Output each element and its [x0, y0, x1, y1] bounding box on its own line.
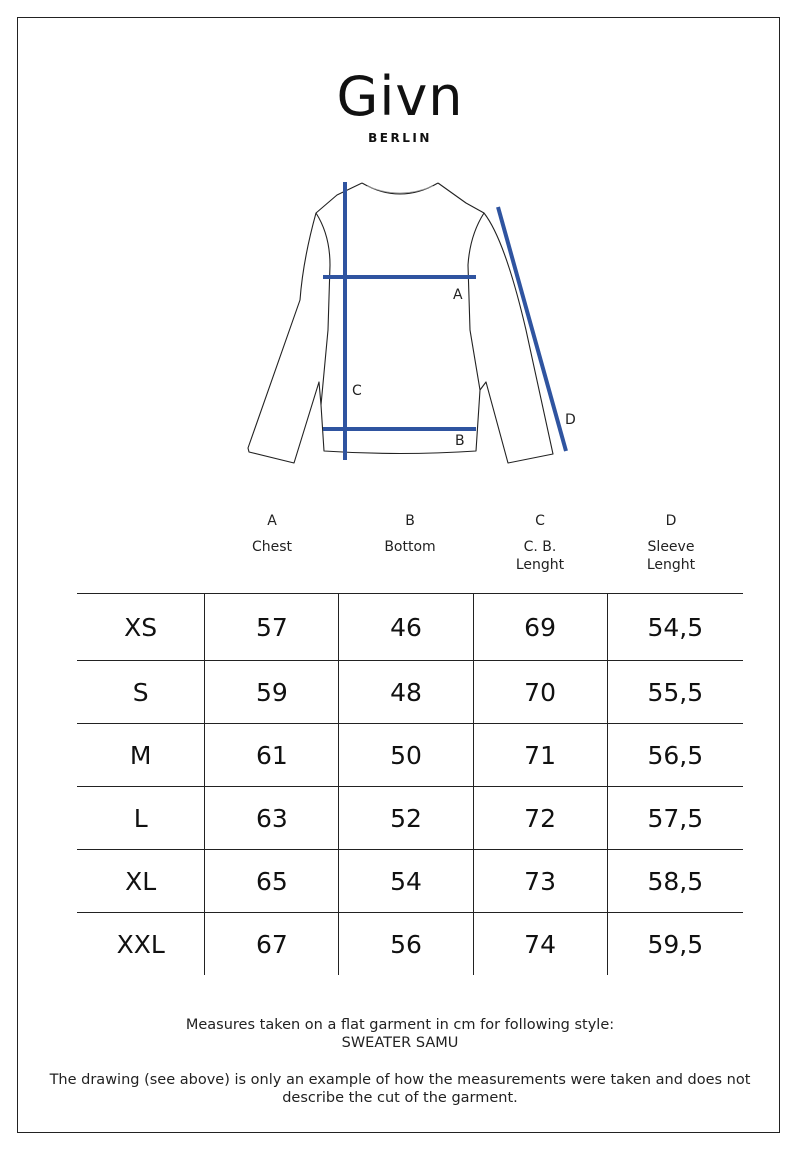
measure-label-b: B — [455, 433, 465, 449]
table-row — [77, 787, 743, 850]
column-letter: B — [405, 513, 415, 529]
table-row — [77, 594, 743, 661]
measure-label-a: A — [453, 287, 463, 303]
disclaimer: The drawing (see above) is only an example of how the measurements were taken and does not describe the cut of the garment. — [49, 1072, 751, 1106]
value-cell: 72 — [473, 787, 607, 850]
measurement-lines — [323, 182, 566, 460]
column-letter: A — [267, 513, 277, 529]
value-cell: 57,5 — [607, 787, 743, 850]
measure-note — [30, 1016, 770, 1052]
size-cell: XL — [77, 850, 205, 913]
value-cell: 58,5 — [607, 850, 743, 913]
measure-line-d — [498, 207, 566, 451]
value-cell: 74 — [473, 913, 607, 976]
value-cell: 55,5 — [607, 661, 743, 724]
table-row — [77, 661, 743, 724]
size-cell: S — [77, 661, 205, 724]
size-cell: M — [77, 724, 205, 787]
column-title-line2: Lenght — [515, 557, 565, 573]
value-cell: 61 — [205, 724, 339, 787]
brand-logo: Givn — [336, 65, 464, 128]
size-cell: XXL — [77, 913, 205, 976]
size-cell: XS — [77, 594, 205, 661]
table-row — [77, 913, 743, 976]
value-cell: 48 — [339, 661, 473, 724]
column-title: C. B. — [523, 539, 557, 555]
column-title: Bottom — [384, 539, 436, 555]
size-table — [77, 593, 743, 975]
value-cell: 65 — [205, 850, 339, 913]
style-name: SWEATER SAMU — [341, 1035, 459, 1051]
brand-subtitle: BERLIN — [368, 131, 432, 145]
column-title: Chest — [251, 539, 293, 555]
value-cell: 63 — [205, 787, 339, 850]
value-cell: 73 — [473, 850, 607, 913]
value-cell: 50 — [339, 724, 473, 787]
measure-note-line: Measures taken on a flat garment in cm for following style: — [185, 1017, 615, 1033]
measure-label-c: C — [352, 383, 362, 399]
measure-label-d: D — [565, 412, 576, 428]
sweater-outline — [248, 183, 553, 463]
value-cell: 56 — [339, 913, 473, 976]
value-cell: 54,5 — [607, 594, 743, 661]
value-cell: 52 — [339, 787, 473, 850]
column-header-c — [490, 512, 590, 574]
column-header-a — [222, 512, 322, 556]
table-row — [77, 850, 743, 913]
value-cell: 67 — [205, 913, 339, 976]
value-cell: 71 — [473, 724, 607, 787]
value-cell: 69 — [473, 594, 607, 661]
column-header-d — [621, 512, 721, 574]
value-cell: 59 — [205, 661, 339, 724]
column-letter: D — [665, 513, 677, 529]
value-cell: 57 — [205, 594, 339, 661]
value-cell: 54 — [339, 850, 473, 913]
table-row — [77, 724, 743, 787]
column-title: Sleeve — [647, 539, 695, 555]
column-header-b — [360, 512, 460, 556]
column-letter: C — [535, 513, 545, 529]
size-cell: L — [77, 787, 205, 850]
value-cell: 70 — [473, 661, 607, 724]
value-cell: 46 — [339, 594, 473, 661]
value-cell: 59,5 — [607, 913, 743, 976]
column-title-line2: Lenght — [646, 557, 696, 573]
value-cell: 56,5 — [607, 724, 743, 787]
